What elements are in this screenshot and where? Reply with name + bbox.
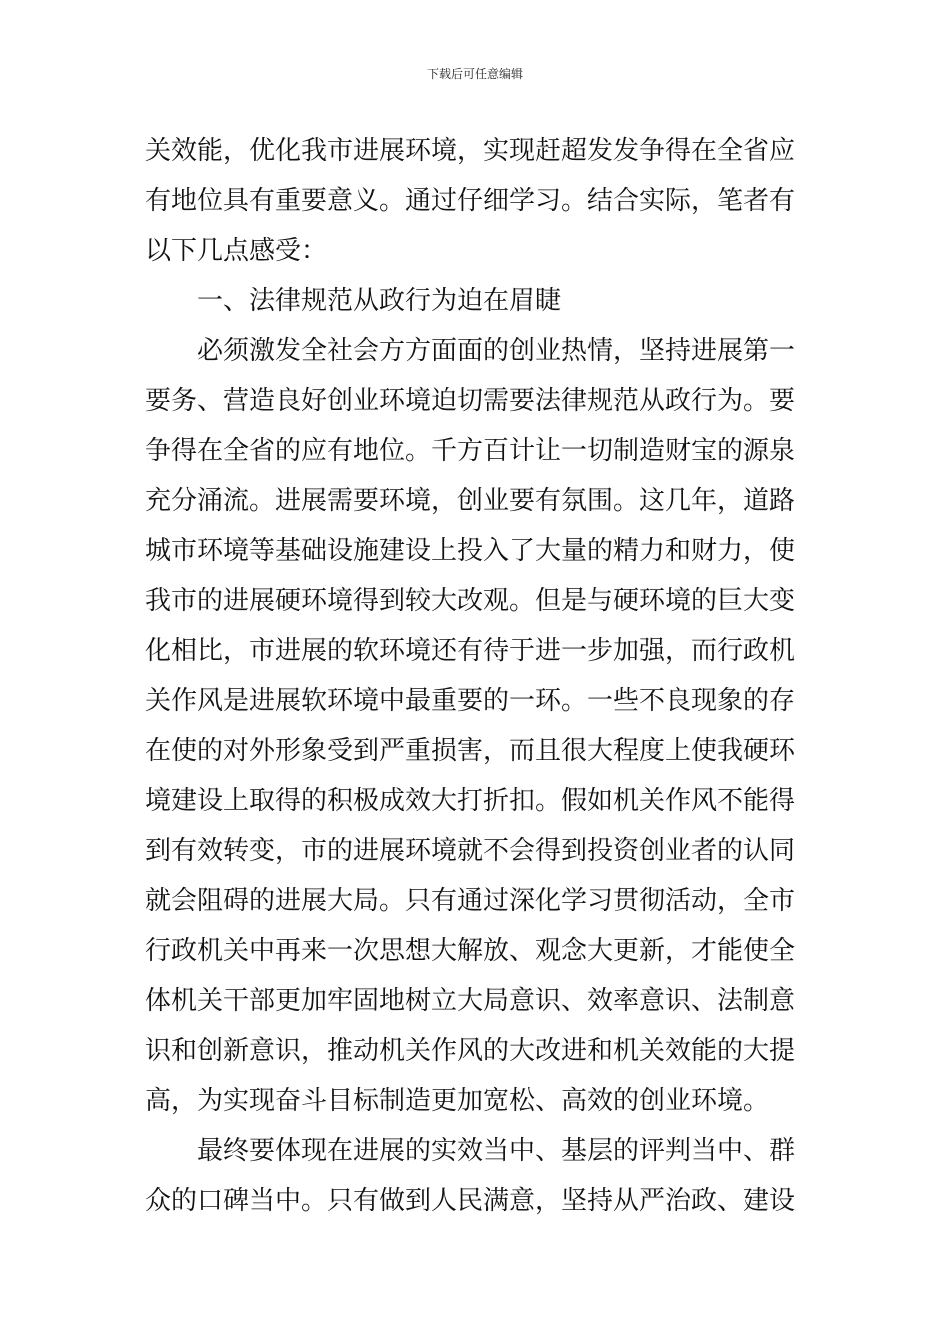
text-line: 境建设上取得的积极成效大打折扣。假如机关作风不能得: [145, 786, 796, 816]
text-line: 在使的对外形象受到严重损害，而且很大程度上使我硬环: [145, 736, 796, 766]
page-header: 下载后可任意编辑: [426, 67, 523, 81]
text-line: 到有效转变，市的进展环境就不会得到投资创业者的认同: [145, 836, 796, 866]
text-line: 就会阻碍的进展大局。只有通过深化学习贯彻活动，全市: [145, 886, 796, 916]
text-line: 化相比，市进展的软环境还有待于进一步加强，而行政机: [145, 636, 796, 666]
text-line: 关作风是进展软环境中最重要的一环。一些不良现象的存: [145, 686, 796, 716]
text-line: 要务、营造良好创业环境迫切需要法律规范从政行为。要: [145, 386, 796, 416]
text-line: 最终要体现在进展的实效当中、基层的评判当中、群: [197, 1136, 796, 1166]
section-heading: 一、法律规范从政行为迫在眉睫: [197, 286, 562, 316]
text-line: 以下几点感受：: [145, 236, 328, 266]
text-line: 识和创新意识，推动机关作风的大改进和机关效能的大提: [145, 1036, 796, 1066]
text-line: 有地位具有重要意义。通过仔细学习。结合实际，笔者有: [145, 186, 796, 216]
text-line: 体机关干部更加牢固地树立大局意识、效率意识、法制意: [145, 986, 796, 1016]
text-line: 城市环境等基础设施建设上投入了大量的精力和财力，使: [145, 536, 796, 566]
body-text: [145, 126, 807, 1226]
text-line: 关效能，优化我市进展环境，实现赶超发发争得在全省应: [145, 136, 796, 166]
text-line: 行政机关中再来一次思想大解放、观念大更新，才能使全: [145, 936, 796, 966]
text-line: 我市的进展硬环境得到较大改观。但是与硬环境的巨大变: [145, 586, 796, 616]
text-line: 充分涌流。进展需要环境，创业要有氛围。这几年，道路: [145, 486, 796, 516]
text-line: 争得在全省的应有地位。千方百计让一切制造财宝的源泉: [145, 436, 796, 466]
text-line: 必须激发全社会方方面面的创业热情，坚持进展第一: [197, 336, 796, 366]
text-line: 众的口碑当中。只有做到人民满意，坚持从严治政、建设: [145, 1186, 796, 1216]
text-line: 高，为实现奋斗目标制造更加宽松、高效的创业环境。: [145, 1086, 770, 1116]
